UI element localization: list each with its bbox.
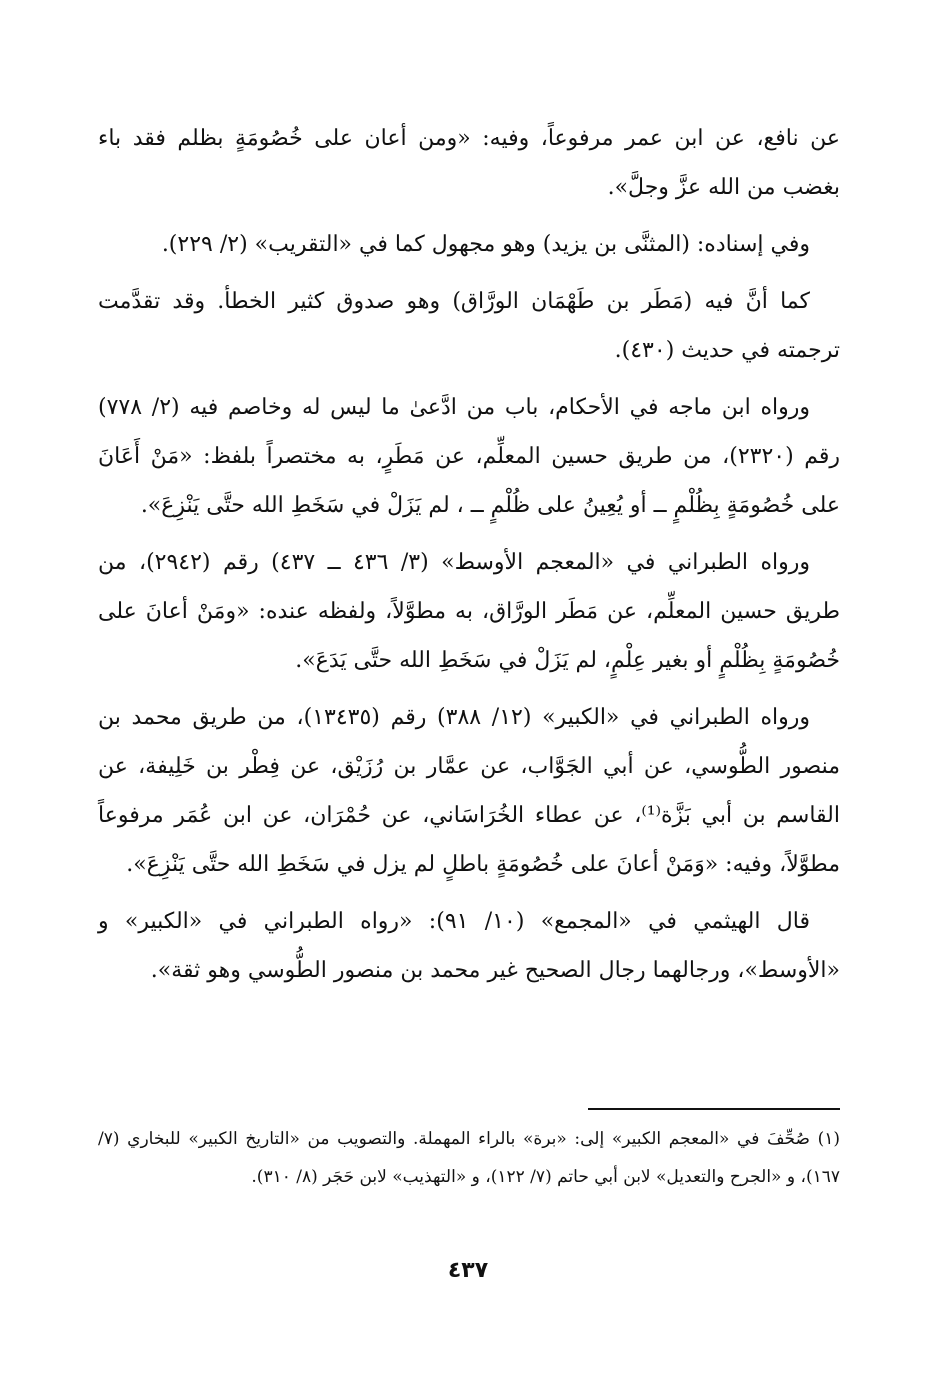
main-text: [98, 114, 840, 995]
paragraph-5: ورواه الطبراني في «المعجم الأوسط» (٣/ ٤٣٦ ــ ٤٣٧) رقم (٢٩٤٢)، من طريق حسين المعلِّم، عن مَطَر الورَّاق، به مطوَّلاً، ولفظه عنده: «ومَنْ أعانَ على خُصُومَةٍ بِظُلْمٍ أو بغير عِلْمٍ، لم يَزَلْ في سَخَطِ الله حتَّى يَدَعَ».: [98, 550, 840, 673]
paragraph-6: ورواه الطبراني في «الكبير» (١٢/ ٣٨٨) رقم (١٣٤٣٥)، من طريق محمد بن منصور الطُّوسي، عن أبي الجَوَّاب، عن عمَّار بن رُزَيْق، عن فِطْر بن خَلِيفة، عن القاسم بن أبي بَزَّة⁽¹⁾، عن عطاء الخُرَاسَاني، عن حُمْرَان، عن ابن عُمَر مرفوعاً مطوَّلاً، وفيه: «وَمَنْ أعانَ على خُصُومَةٍ باطلٍ لم يزل في سَخَطِ الله حتَّى يَنْزِعَ».: [98, 705, 840, 877]
paragraph-4: ورواه ابن ماجه في الأحكام، باب من ادَّعىٰ ما ليس له وخاصم فيه (٢/ ٧٧٨) رقم (٢٣٢٠)، من طريق حسين المعلِّم، عن مَطَرٍ، به مختصراً بلفظ: «مَنْ أَعَانَ على خُصُومَةٍ بِظُلْمٍ ــ أو يُعِينُ على ظُلْمٍ ــ ، لم يَزَلْ في سَخَطِ الله حتَّى يَنْزِعَ».: [98, 395, 841, 518]
paragraph-3: كما أنَّ فيه (مَطَر بن طَهْمَان الورَّاق) وهو صدوق كثير الخطأ. وقد تقدَّمت ترجمته في حديث (٤٣٠).: [98, 289, 840, 363]
page-number: ٤٣٧: [447, 1258, 489, 1283]
paragraph-1: عن نافع، عن ابن عمر مرفوعاً، وفيه: «ومن أعان على خُصُومَةٍ بظلم فقد باء بغضب من الله عزَّ وجلَّ».: [98, 126, 840, 200]
footnote-divider: [588, 1108, 840, 1110]
paragraph-7: قال الهيثمي في «المجمع» (١٠/ ٩١): «رواه الطبراني في «الكبير» و «الأوسط»، ورجالهما رجال الصحيح غير محمد بن منصور الطُّوسي وهو ثقة».: [98, 909, 840, 983]
paragraph-2: وفي إسناده: (المثنَّى بن يزيد) وهو مجهول كما في «التقريب» (٢/ ٢٢٩).: [161, 232, 810, 257]
footnote: (١) صُحِّفَ في «المعجم الكبير» إلى: «برة» بالراء المهملة. والتصويب من «التاريخ الكبير» للبخاري (٧/ ١٦٧)، و «الجرح والتعديل» لابن أبي حاتم (٧/ ١٢٢)، و «التهذيب» لابن حَجَر (٨/ ٣١٠).: [98, 1129, 840, 1187]
